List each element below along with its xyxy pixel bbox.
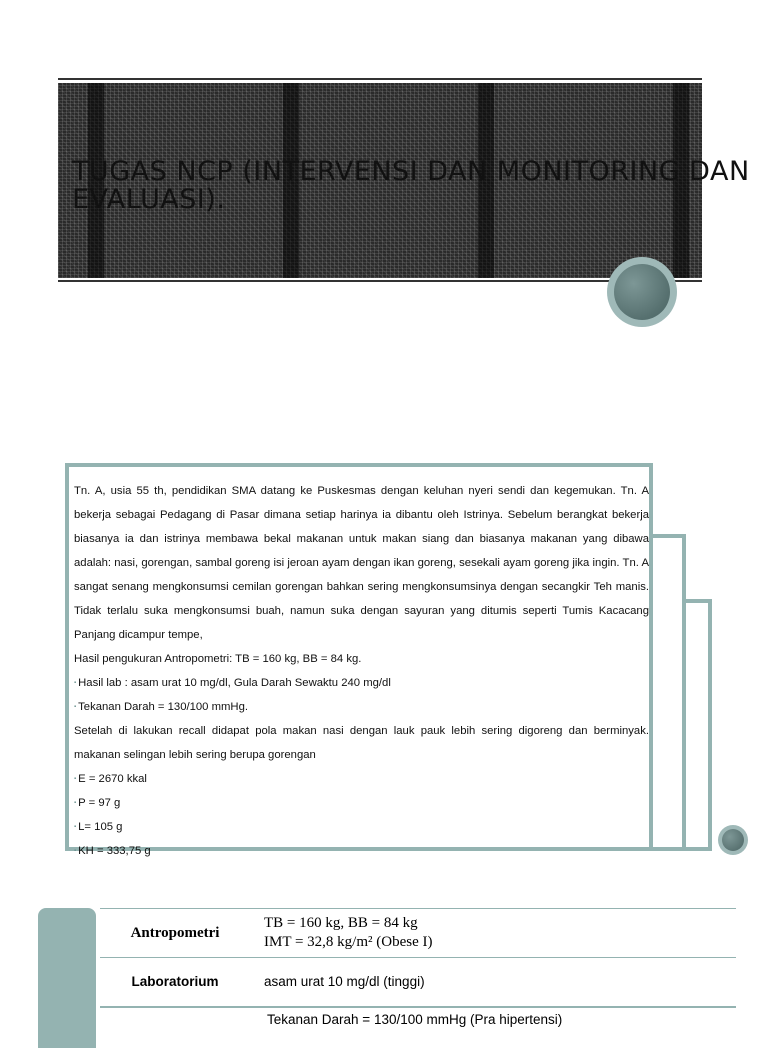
banner-bottom-rule: [58, 280, 702, 282]
table-row: [100, 909, 736, 958]
case-text-box: [65, 463, 653, 858]
case-text: [74, 479, 649, 863]
row-label-anthropometry: Antropometri: [130, 924, 220, 941]
slide-title: TUGAS NCP (INTERVENSI DAN MONITORING DAN EVALUASI).: [72, 156, 750, 215]
row-label-laboratory: Laboratorium: [131, 974, 219, 990]
case-bullet-protein: ▪ P = 97 g: [74, 791, 649, 815]
case-bullet-energy: ▪ E = 2670 kkal: [74, 767, 649, 791]
row-value-anthropometry: [250, 909, 736, 958]
case-decorative-circle-icon: [718, 825, 748, 855]
case-paragraph-anthropometry: Hasil pengukuran Antropometri: TB = 160 kg, BB = 84 kg.: [74, 653, 362, 665]
case-paragraph-recall: Setelah di lakukan recall didapat pola makan nasi dengan lauk pauk lebih sering digoreng dan berminyak. makanan selingan lebih sering berupa gorengan: [74, 725, 649, 762]
row-value-laboratory: asam urat 10 mg/dl (tinggi): [264, 974, 425, 990]
assessment-table: [100, 908, 736, 1027]
value-bmi: IMT = 32,8 kg/m² (Obese I): [264, 934, 433, 950]
table-row: [100, 958, 736, 1007]
case-bullet-fat: ▪ L= 105 g: [74, 815, 649, 839]
table-row: [100, 1007, 736, 1027]
case-bullet-carbohydrate: ▪ KH = 333,75 g: [74, 839, 649, 863]
title-decorative-circle-icon: [607, 257, 677, 327]
row-value-blood-pressure: Tekanan Darah = 130/100 mmHg (Pra hipertensi): [267, 1011, 563, 1027]
banner-top-rule: [58, 78, 702, 80]
assessment-side-tab: [38, 908, 96, 1048]
case-paragraph-narrative: Tn. A, usia 55 th, pendidikan SMA datang ke Puskesmas dengan keluhan nyeri sendi dan kegemukan. Tn. A bekerja sebagai Pedagang di Pasar dimana setiap harinya ia dibantu oleh Istrinya. Sebelum berangkat bekerja biasanya ia dan istrinya membawa bekal makanan untuk makan siang dan biasanya makanan yang dibawa adalah: nasi, gorengan, sambal goreng isi jeroan ayam dengan ikan goreng, sesekali ayam goreng jika ingin. Tn. A sangat senang mengkonsumsi cemilan gorengan bahkan sering mengkonsumsinya dengan secangkir Teh manis. Tidak terlalu suka mengkonsumsi buah, namun suka dengan sayuran yang ditumis seperti Tumis Kacacang Panjang dicampur tempe,: [74, 485, 649, 641]
case-bullet-lab: ▪ Hasil lab : asam urat 10 mg/dl, Gula Darah Sewaktu 240 mg/dl: [74, 671, 649, 695]
case-bullet-blood-pressure: ▪ Tekanan Darah = 130/100 mmHg.: [74, 695, 649, 719]
value-height-weight: TB = 160 kg, BB = 84 kg: [264, 915, 418, 931]
row-label-clinical: [100, 1007, 250, 1027]
